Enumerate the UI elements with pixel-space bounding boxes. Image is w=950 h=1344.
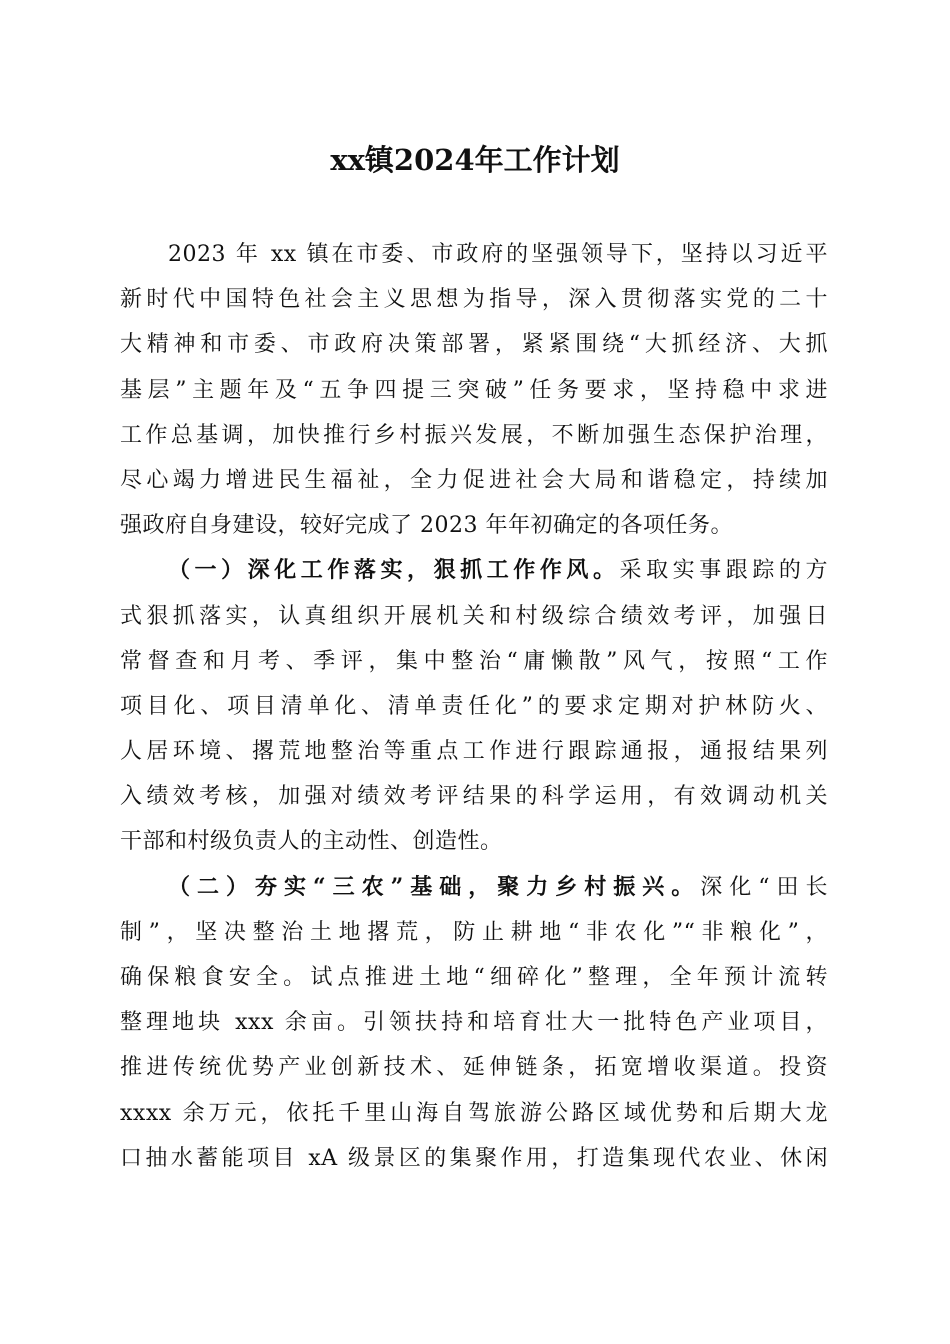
paragraph-line: 入绩效考核，加强对绩效考评结果的科学运用，有效调动机关	[120, 784, 828, 810]
paragraph-line: 式狠抓落实，认真组织开展机关和村级综合绩效考评，加强日	[120, 603, 828, 629]
paragraph-line: 基层”主题年及“五争四提三突破”任务要求，坚持稳中求进	[120, 377, 828, 403]
paragraph-line-rest: 采取实事跟踪的方	[619, 558, 828, 584]
paragraph-first-line	[120, 548, 828, 593]
paragraph-line: 项目化、项目清单化、清单责任化”的要求定期对护林防火、	[120, 693, 828, 719]
paragraph-line: 整理地块 xxx 余亩。引领扶持和培育壮大一批特色产业项目，	[120, 1010, 828, 1036]
paragraph-line: 工作总基调，加快推行乡村振兴发展，不断加强生态保护治理，	[120, 422, 828, 448]
paragraph-first-line	[120, 865, 828, 910]
paragraph-line: 尽心竭力增进民生福祉，全力促进社会大局和谐稳定，持续加	[120, 467, 828, 493]
section-heading: （二）夯实“三农”基础，聚力乡村振兴。	[168, 873, 701, 900]
paragraph-line: xxxx 余万元，依托千里山海自驾旅游公路区域优势和后期大龙	[120, 1100, 828, 1126]
paragraph-line: 2023 年 xx 镇在市委、市政府的坚强领导下，坚持以习近平	[168, 242, 828, 267]
paragraph-line: 大精神和市委、市政府决策部署，紧紧围绕“大抓经济、大抓	[120, 332, 828, 358]
paragraph-line: 推进传统优势产业创新技术、延伸链条，拓宽增收渠道。投资	[120, 1055, 828, 1081]
paragraph-line: 口抽水蓄能项目 xA 级景区的集聚作用，打造集现代农业、休闲	[120, 1145, 828, 1171]
paragraph-line: 人居环境、撂荒地整治等重点工作进行跟踪通报，通报结果列	[120, 739, 828, 765]
document-title: xx镇2024年工作计划	[330, 143, 620, 177]
paragraph-line: 新时代中国特色社会主义思想为指导，深入贯彻落实党的二十	[120, 287, 828, 313]
paragraph-line: 强政府自身建设，较好完成了 2023 年年初确定的各项任务。	[120, 513, 733, 539]
paragraph-line: 制”，坚决整治土地撂荒，防止耕地“非农化”“非粮化”，	[120, 919, 828, 945]
paragraph-line: 常督查和月考、季评，集中整治“庸懒散”风气，按照“工作	[120, 648, 828, 674]
paragraph-line: 干部和村级负责人的主动性、创造性。	[120, 829, 503, 855]
document-body	[120, 232, 828, 1181]
paragraph-intro	[120, 232, 828, 548]
section-heading: （一）深化工作落实，狠抓工作作风。	[168, 557, 620, 584]
paragraph-line-rest: 深化“田长	[700, 874, 829, 900]
paragraph-line: 确保粮食安全。试点推进土地“细碎化”整理，全年预计流转	[120, 965, 828, 990]
paragraph-section-1	[120, 548, 828, 864]
paragraph-section-2	[120, 865, 828, 1181]
